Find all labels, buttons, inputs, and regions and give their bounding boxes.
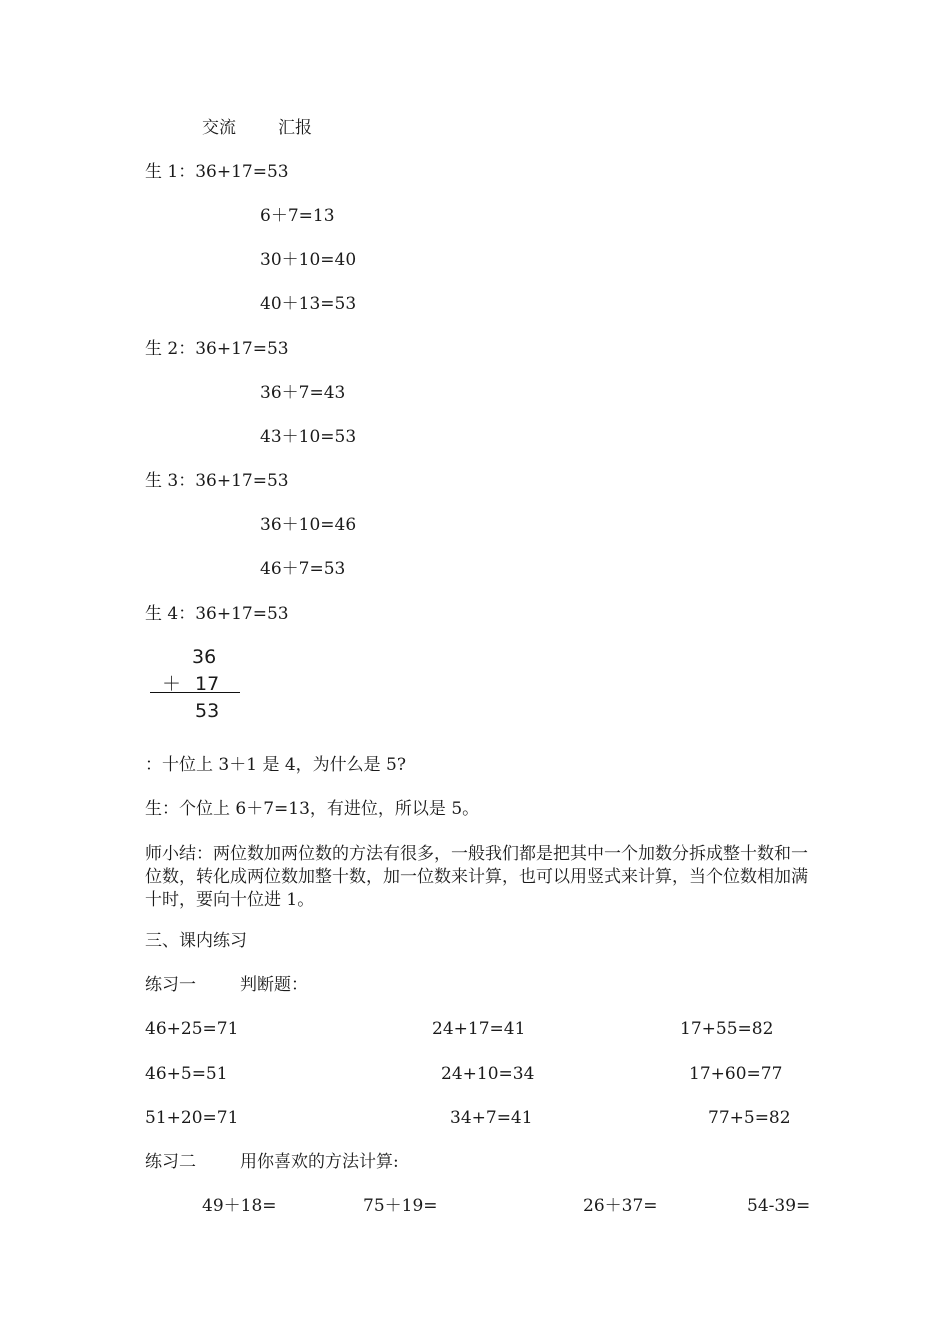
exercise-1-item: 34+7=41 <box>450 1108 533 1128</box>
student-3-step-2: 46＋7=53 <box>260 559 346 579</box>
section-title: 三、课内练习 <box>145 931 247 951</box>
student-1-label: 生 1：36+17=53 <box>145 162 289 182</box>
exercise-1-label: 练习一 <box>145 975 196 995</box>
exercise-2-item: 49＋18= <box>202 1196 277 1216</box>
exercise-1-item: 46+25=71 <box>145 1019 239 1039</box>
vertical-result: 53 <box>195 700 220 722</box>
exercise-1-item: 17+60=77 <box>689 1064 783 1084</box>
vertical-plus-sign: ＋ <box>162 673 182 695</box>
question-text: ：十位上 3＋1 是 4，为什么是 5? <box>145 755 406 775</box>
exercise-1-item: 51+20=71 <box>145 1108 239 1128</box>
exercise-2-item: 54-39= <box>747 1196 811 1216</box>
vertical-addition <box>150 644 250 728</box>
heading-exchange: 交流 <box>202 118 236 138</box>
exercise-1-item: 24+17=41 <box>432 1019 526 1039</box>
answer-text: 生：个位上 6＋7=13，有进位，所以是 5。 <box>145 799 480 819</box>
exercise-1-item: 17+55=82 <box>680 1019 774 1039</box>
vertical-second-number: 17 <box>195 673 220 695</box>
heading-report: 汇报 <box>278 118 312 138</box>
student-4-label: 生 4：36+17=53 <box>145 604 289 624</box>
student-1-step-2: 30＋10=40 <box>260 250 357 270</box>
exercise-2-title: 用你喜欢的方法计算: <box>240 1152 399 1172</box>
student-3-step-1: 36＋10=46 <box>260 515 357 535</box>
student-2-step-1: 36＋7=43 <box>260 383 346 403</box>
exercise-1-item: 77+5=82 <box>708 1108 791 1128</box>
student-2-label: 生 2：36+17=53 <box>145 339 289 359</box>
student-2-step-2: 43＋10=53 <box>260 427 357 447</box>
student-1-step-3: 40＋13=53 <box>260 294 357 314</box>
vertical-sum-line <box>150 692 240 693</box>
vertical-top-number: 36 <box>192 646 217 668</box>
exercise-1-title: 判断题： <box>240 975 308 995</box>
exercise-1-item: 46+5=51 <box>145 1064 228 1084</box>
exercise-1-item: 24+10=34 <box>441 1064 535 1084</box>
exercise-2-label: 练习二 <box>145 1152 196 1172</box>
student-1-step-1: 6＋7=13 <box>260 206 335 226</box>
student-3-label: 生 3：36+17=53 <box>145 471 289 491</box>
teacher-summary: 师小结：两位数加两位数的方法有很多，一般我们都是把其中一个加数分拆成整十数和一位数，转化成两位数加整十数，加一位数来计算，也可以用竖式来计算，当个位数相加满十时，要向十位进 1。 <box>145 844 808 910</box>
exercise-2-item: 26＋37= <box>583 1196 658 1216</box>
exercise-2-item: 75＋19= <box>363 1196 438 1216</box>
